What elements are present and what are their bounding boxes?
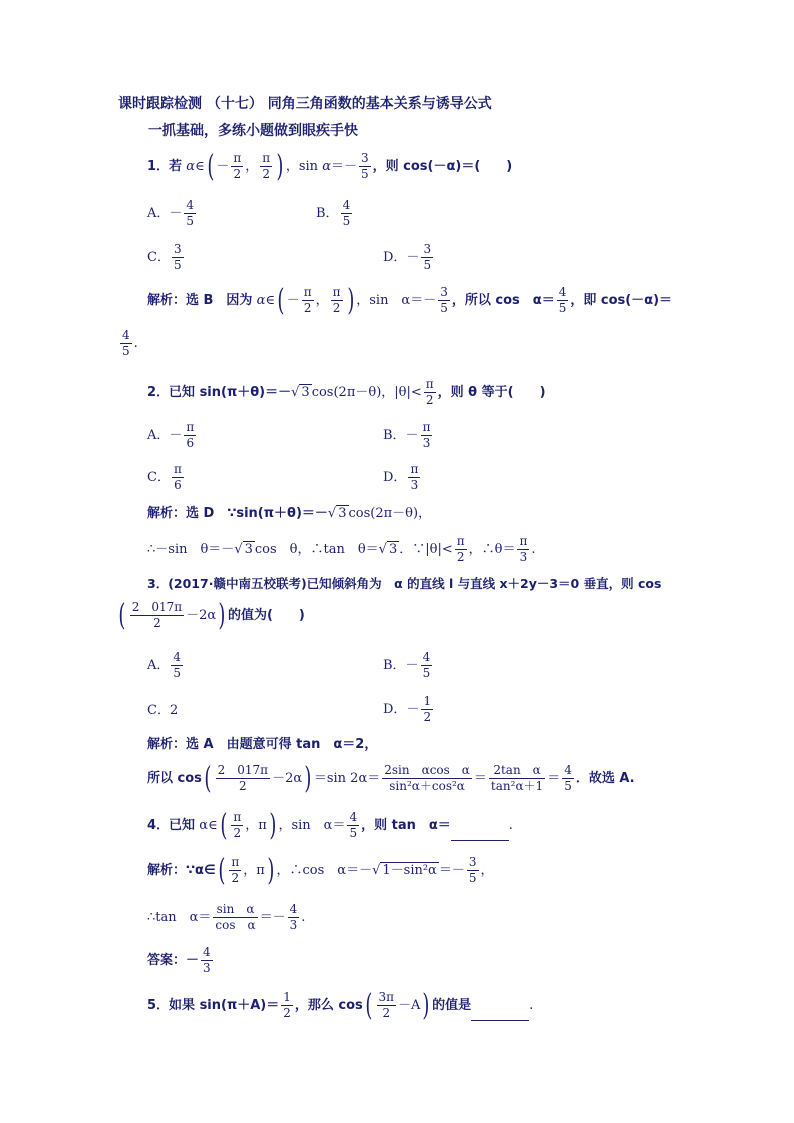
q1-solution: 解析：选 B 因为 α∈( － $\frac{\pi}{2}$ ， $\frac{\pi}{2}$ ) ，sin α＝－ $\frac{3}{5}$ ，所以 cos α＝ $\frac{4}{5}$ ，即 cos(－α)＝ [147, 282, 673, 318]
section-heading: 一抓基础，多练小题做到眼疾手快 [148, 123, 358, 139]
q2-option-d: D． $\frac{\pi}{3}$ [383, 462, 419, 492]
q3-option-a: A． $\frac{4}{5}$ [147, 650, 182, 680]
q2-option-a: A．－ $\frac{\pi}{6}$ [147, 420, 195, 450]
q1-stem: 1．若 α∈( － $\frac{\pi}{2}$ ， $\frac{\pi}{2}$ ) ，sin α＝－ $\frac{3}{5}$ ，则 cos(－α)＝( ) [147, 148, 513, 184]
q1-option-a: A．－ $\frac{4}{5}$ [147, 198, 195, 228]
q2-option-c: C． $\frac{\pi}{6}$ [147, 462, 182, 492]
q3-option-b: B．－ $\frac{4}{5}$ [383, 650, 431, 680]
q1-option-b: B． $\frac{4}{5}$ [316, 198, 351, 228]
q1-option-d: D．－ $\frac{3}{5}$ [383, 242, 432, 272]
q4-solution-line2: ∴tan α＝ $\frac{\text{sin α}}{\text{cos α}}$ ＝－ $\frac{4}{3}$ . [147, 902, 306, 932]
q4-stem: 4．已知 α∈( $\frac{\pi}{2}$ ，π) ，sin α＝ $\frac{4}{5}$ ，则 tan α＝ . [147, 807, 513, 843]
q5-stem: 5．如果 sin(π＋A)＝ $\frac{1}{2}$ ，那么 cos( $\frac{3\pi}{2}$ －A) 的值是 . [147, 987, 534, 1023]
q3-solution-line2: 所以 cos( $\frac{2 017\pi}{2}$ －2α) ＝sin 2α＝ $\frac{\text{2sin αcos α}}{\text{sin²α＋cos²α}}$ ＝ $\frac{\text{2tan α}}{\text{tan²α＋1}}$ ＝ $\frac{4}{5}$ ．故选 A. [147, 760, 635, 796]
q3-stem-line2: ( $\frac{2 017\pi}{2}$ －2α) 的值为( ) [118, 597, 305, 633]
q3-option-d: D．－ $\frac{1}{2}$ [383, 694, 432, 724]
q2-option-b: B．－ $\frac{\pi}{3}$ [383, 420, 431, 450]
q4-solution-line1: 解析：∵α∈( $\frac{\pi}{2}$ ，π) ，∴cos α＝－√ 1－sin²α ＝－ $\frac{3}{5}$ ， [147, 852, 494, 888]
q1-solution-end: $\frac{4}{5}$ . [122, 328, 138, 358]
q5-answer-blank [471, 1008, 529, 1021]
q2-solution-line2: ∴－sin θ＝－√ 3 cos θ，∴tan θ＝√ 3 ．∵|θ|< $\frac{\pi}{2}$ ，∴θ＝ $\frac{\pi}{3}$ . [147, 534, 536, 564]
q4-answer-blank [451, 828, 509, 841]
page-title: 课时跟踪检测 （十七） 同角三角函数的基本关系与诱导公式 [118, 96, 492, 112]
q2-solution-line1: 解析：选 D ∵sin(π＋θ)＝－√ 3 cos(2π－θ)， [147, 506, 432, 521]
q3-solution-line1: 解析：选 A 由题意可得 tan α＝2， [147, 737, 378, 752]
q4-answer: 答案：－ $\frac{4}{3}$ [147, 945, 211, 975]
q3-option-c: C．2 [147, 703, 179, 718]
q2-stem: 2．已知 sin(π＋θ)＝－√ 3 cos(2π－θ)，|θ|< $\frac{\pi}{2}$ ，则 θ 等于( ) [147, 377, 546, 407]
q3-stem-line1: 3．(2017·赣中南五校联考)已知倾斜角为 α 的直线 l 与直线 x＋2y－3＝0 垂直，则 cos [147, 576, 662, 591]
q1-option-c: C． $\frac{3}{5}$ [147, 242, 182, 272]
